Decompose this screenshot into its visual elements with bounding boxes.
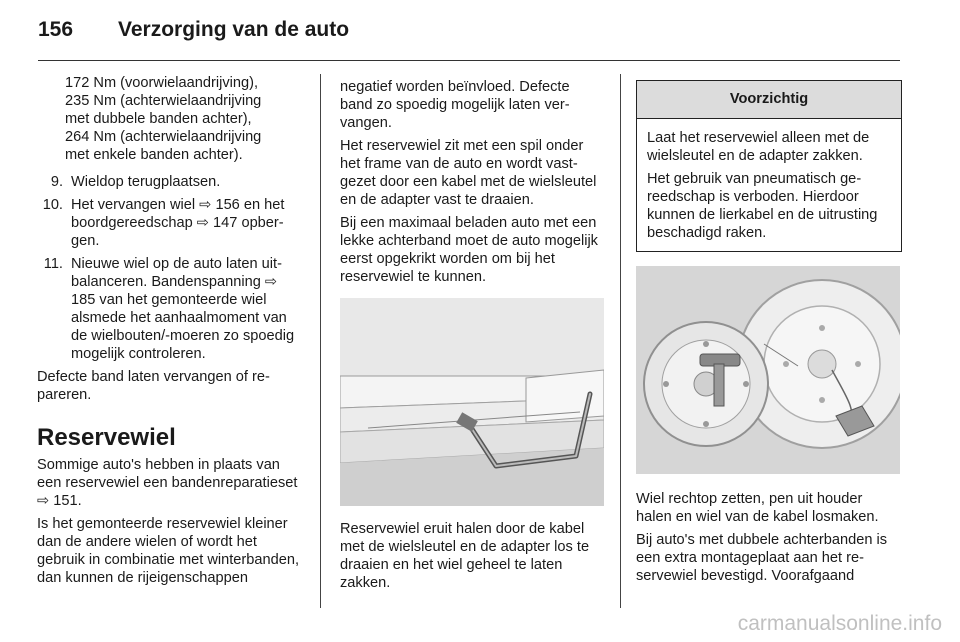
header-rule [38,60,900,61]
watermark: carmanualsonline.info [737,612,942,635]
page-number: 156 [38,18,74,41]
step-item [37,173,305,191]
vehicle-rear-illustration [340,298,604,506]
figure-caption: Reservewiel eruit halen door de kabel met de wielsleutel en de adapter los te draaien en het wiel geheel te laten zakken. [340,521,590,591]
column-divider [320,74,321,608]
torque-line: met dubbele banden achter), [65,111,252,127]
section-heading: Reservewiel [37,424,176,451]
wheel-lowering-illustration [340,298,604,506]
torque-line: 235 Nm (achterwielaandrijving [65,93,262,109]
spare-wheel-detail-illustration [636,266,900,474]
page-title: Verzorging van de auto [118,18,350,41]
torque-line: 172 Nm (voorwielaandrijving), [65,75,259,91]
column-divider [620,74,621,608]
step-text: Het vervangen wiel ⇨ 156 en het boordgereedschap ⇨ 147 opbergen. [71,197,285,249]
step-number: 9. [50,174,63,190]
step-text: Nieuwe wiel op de auto laten uitbalanceren. Bandenspanning ⇨ 185 van het gemonteerde wiel alsmede het aanhaalmoment van de wielbouten/-moeren zo spoedig mogelijk controleren. [71,256,295,362]
step-item [37,255,305,363]
caution-text: Het gebruik van pneumatisch gereedschap is verboden. Hierdoor kunnen de lierkabel en de uitrusting beschadigd raken. [647,171,878,241]
paragraph: Het reservewiel zit met een spil onder het frame van de auto en wordt vastgezet door een kabel met de wielsleutel en de adapter vast te draaien. [340,138,597,208]
paragraph: negatief worden beïnvloed. Defecte band zo spoedig mogelijk laten vervangen. [340,79,570,131]
paragraph: Wiel rechtop zetten, pen uit houder halen en wiel van de kabel losmaken. [636,491,879,525]
page-header [0,0,960,62]
caution-text: Laat het reservewiel alleen met de wielsleutel en de adapter zakken. [647,130,870,164]
torque-line: 264 Nm (achterwielaandrijving [65,129,262,145]
step-item [37,196,305,250]
paragraph: Bij een maximaal beladen auto met een lekke achterband moet de auto mogelijk eerst opgekrikt worden om bij het reservewiel te kunnen. [340,215,598,285]
paragraph: Is het gemonteerde reservewiel kleiner dan de andere wielen of wordt het gebruik in combinatie met winterbanden, dan kunnen de rijeigenschappen [37,516,300,586]
torque-line: met enkele banden achter). [65,147,243,163]
step-number: 10. [42,197,63,213]
caution-title: Voorzichtig [637,81,901,119]
caution-box [636,80,902,252]
column-3 [636,80,902,590]
column-2 [340,78,606,597]
torque-values [37,74,305,164]
paragraph: Sommige auto's hebben in plaats van een reservewiel een bandenreparatieset ⇨ 151. [37,457,298,509]
step-text: Wieldop terugplaatsen. [71,174,221,190]
step-number: 11. [43,256,63,272]
paragraph: Bij auto's met dubbele achterbanden is een extra montageplaat aan het reservewiel bevestigd. Voorafgaand [636,532,888,584]
column-1 [37,74,305,592]
defect-text: Defecte band laten vervangen of repareren. [37,369,270,403]
spare-wheel-illustration [636,266,900,474]
caution-body [637,119,901,251]
